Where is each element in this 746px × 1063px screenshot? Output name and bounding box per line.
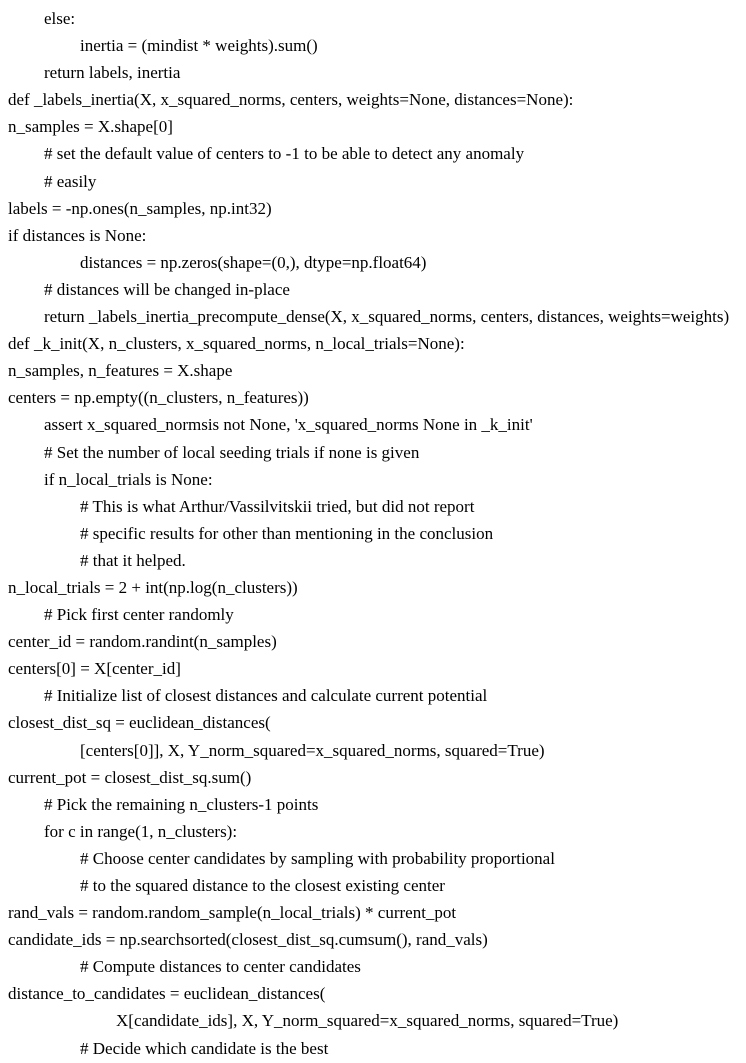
code-line: # set the default value of centers to -1 to be able to detect any anomaly bbox=[44, 144, 525, 164]
code-line: n_samples = X.shape[0] bbox=[8, 117, 173, 137]
code-line: # Choose center candidates by sampling with probability proportional bbox=[80, 848, 555, 868]
code-line: for c in range(1, n_clusters): bbox=[44, 821, 238, 841]
code-line: if distances is None: bbox=[8, 225, 147, 245]
code-line: closest_dist_sq = euclidean_distances( bbox=[8, 713, 271, 733]
code-line: def _k_init(X, n_clusters, x_squared_norms, n_local_trials=None): bbox=[8, 334, 465, 354]
code-line: return labels, inertia bbox=[44, 63, 181, 83]
code-line: candidate_ids = np.searchsorted(closest_dist_sq.cumsum(), rand_vals) bbox=[8, 930, 488, 950]
code-line: inertia = (mindist * weights).sum() bbox=[80, 36, 318, 56]
code-line: n_local_trials = 2 + int(np.log(n_clusters)) bbox=[8, 577, 298, 597]
code-line: # Set the number of local seeding trials if none is given bbox=[44, 442, 420, 462]
code-line: else: bbox=[44, 9, 76, 28]
code-line: # Compute distances to center candidates bbox=[80, 957, 361, 977]
code-line: # easily bbox=[44, 171, 97, 191]
code-line: X[candidate_ids], X, Y_norm_squared=x_squared_norms, squared=True) bbox=[116, 1011, 619, 1031]
code-line: rand_vals = random.random_sample(n_local_trials) * current_pot bbox=[8, 903, 457, 923]
code-line: # This is what Arthur/Vassilvitskii tried, but did not report bbox=[80, 496, 475, 516]
code-line: center_id = random.randint(n_samples) bbox=[8, 632, 277, 652]
code-line: # Pick the remaining n_clusters-1 points bbox=[44, 794, 319, 814]
code-line: # distances will be changed in-place bbox=[44, 279, 290, 299]
code-line: centers[0] = X[center_id] bbox=[8, 659, 181, 679]
code-line: current_pot = closest_dist_sq.sum() bbox=[8, 767, 252, 787]
code-line: # specific results for other than mentioning in the conclusion bbox=[80, 523, 494, 543]
code-line: def _labels_inertia(X, x_squared_norms, centers, weights=None, distances=None): bbox=[8, 90, 574, 110]
code-line: return _labels_inertia_precompute_dense(X, x_squared_norms, centers, distances, weights=weights) bbox=[44, 307, 730, 327]
code-line: # to the squared distance to the closest existing center bbox=[80, 876, 445, 895]
code-line: n_samples, n_features = X.shape bbox=[8, 361, 233, 381]
code-line: # Decide which candidate is the best bbox=[80, 1038, 329, 1058]
code-line: centers = np.empty((n_clusters, n_features)) bbox=[8, 388, 309, 408]
code-line: distances = np.zeros(shape=(0,), dtype=np.float64) bbox=[80, 252, 427, 272]
code-line: # Initialize list of closest distances and calculate current potential bbox=[44, 686, 488, 706]
code-line: assert x_squared_normsis not None, 'x_squared_norms None in _k_init' bbox=[44, 415, 533, 435]
code-line: # Pick first center randomly bbox=[44, 605, 234, 625]
code-line: # that it helped. bbox=[80, 550, 186, 570]
code-line: if n_local_trials is None: bbox=[44, 469, 213, 489]
code-line: labels = -np.ones(n_samples, np.int32) bbox=[8, 198, 272, 218]
code-line: [centers[0]], X, Y_norm_squared=x_squared_norms, squared=True) bbox=[80, 740, 545, 760]
code-line: distance_to_candidates = euclidean_distances( bbox=[8, 984, 326, 1004]
